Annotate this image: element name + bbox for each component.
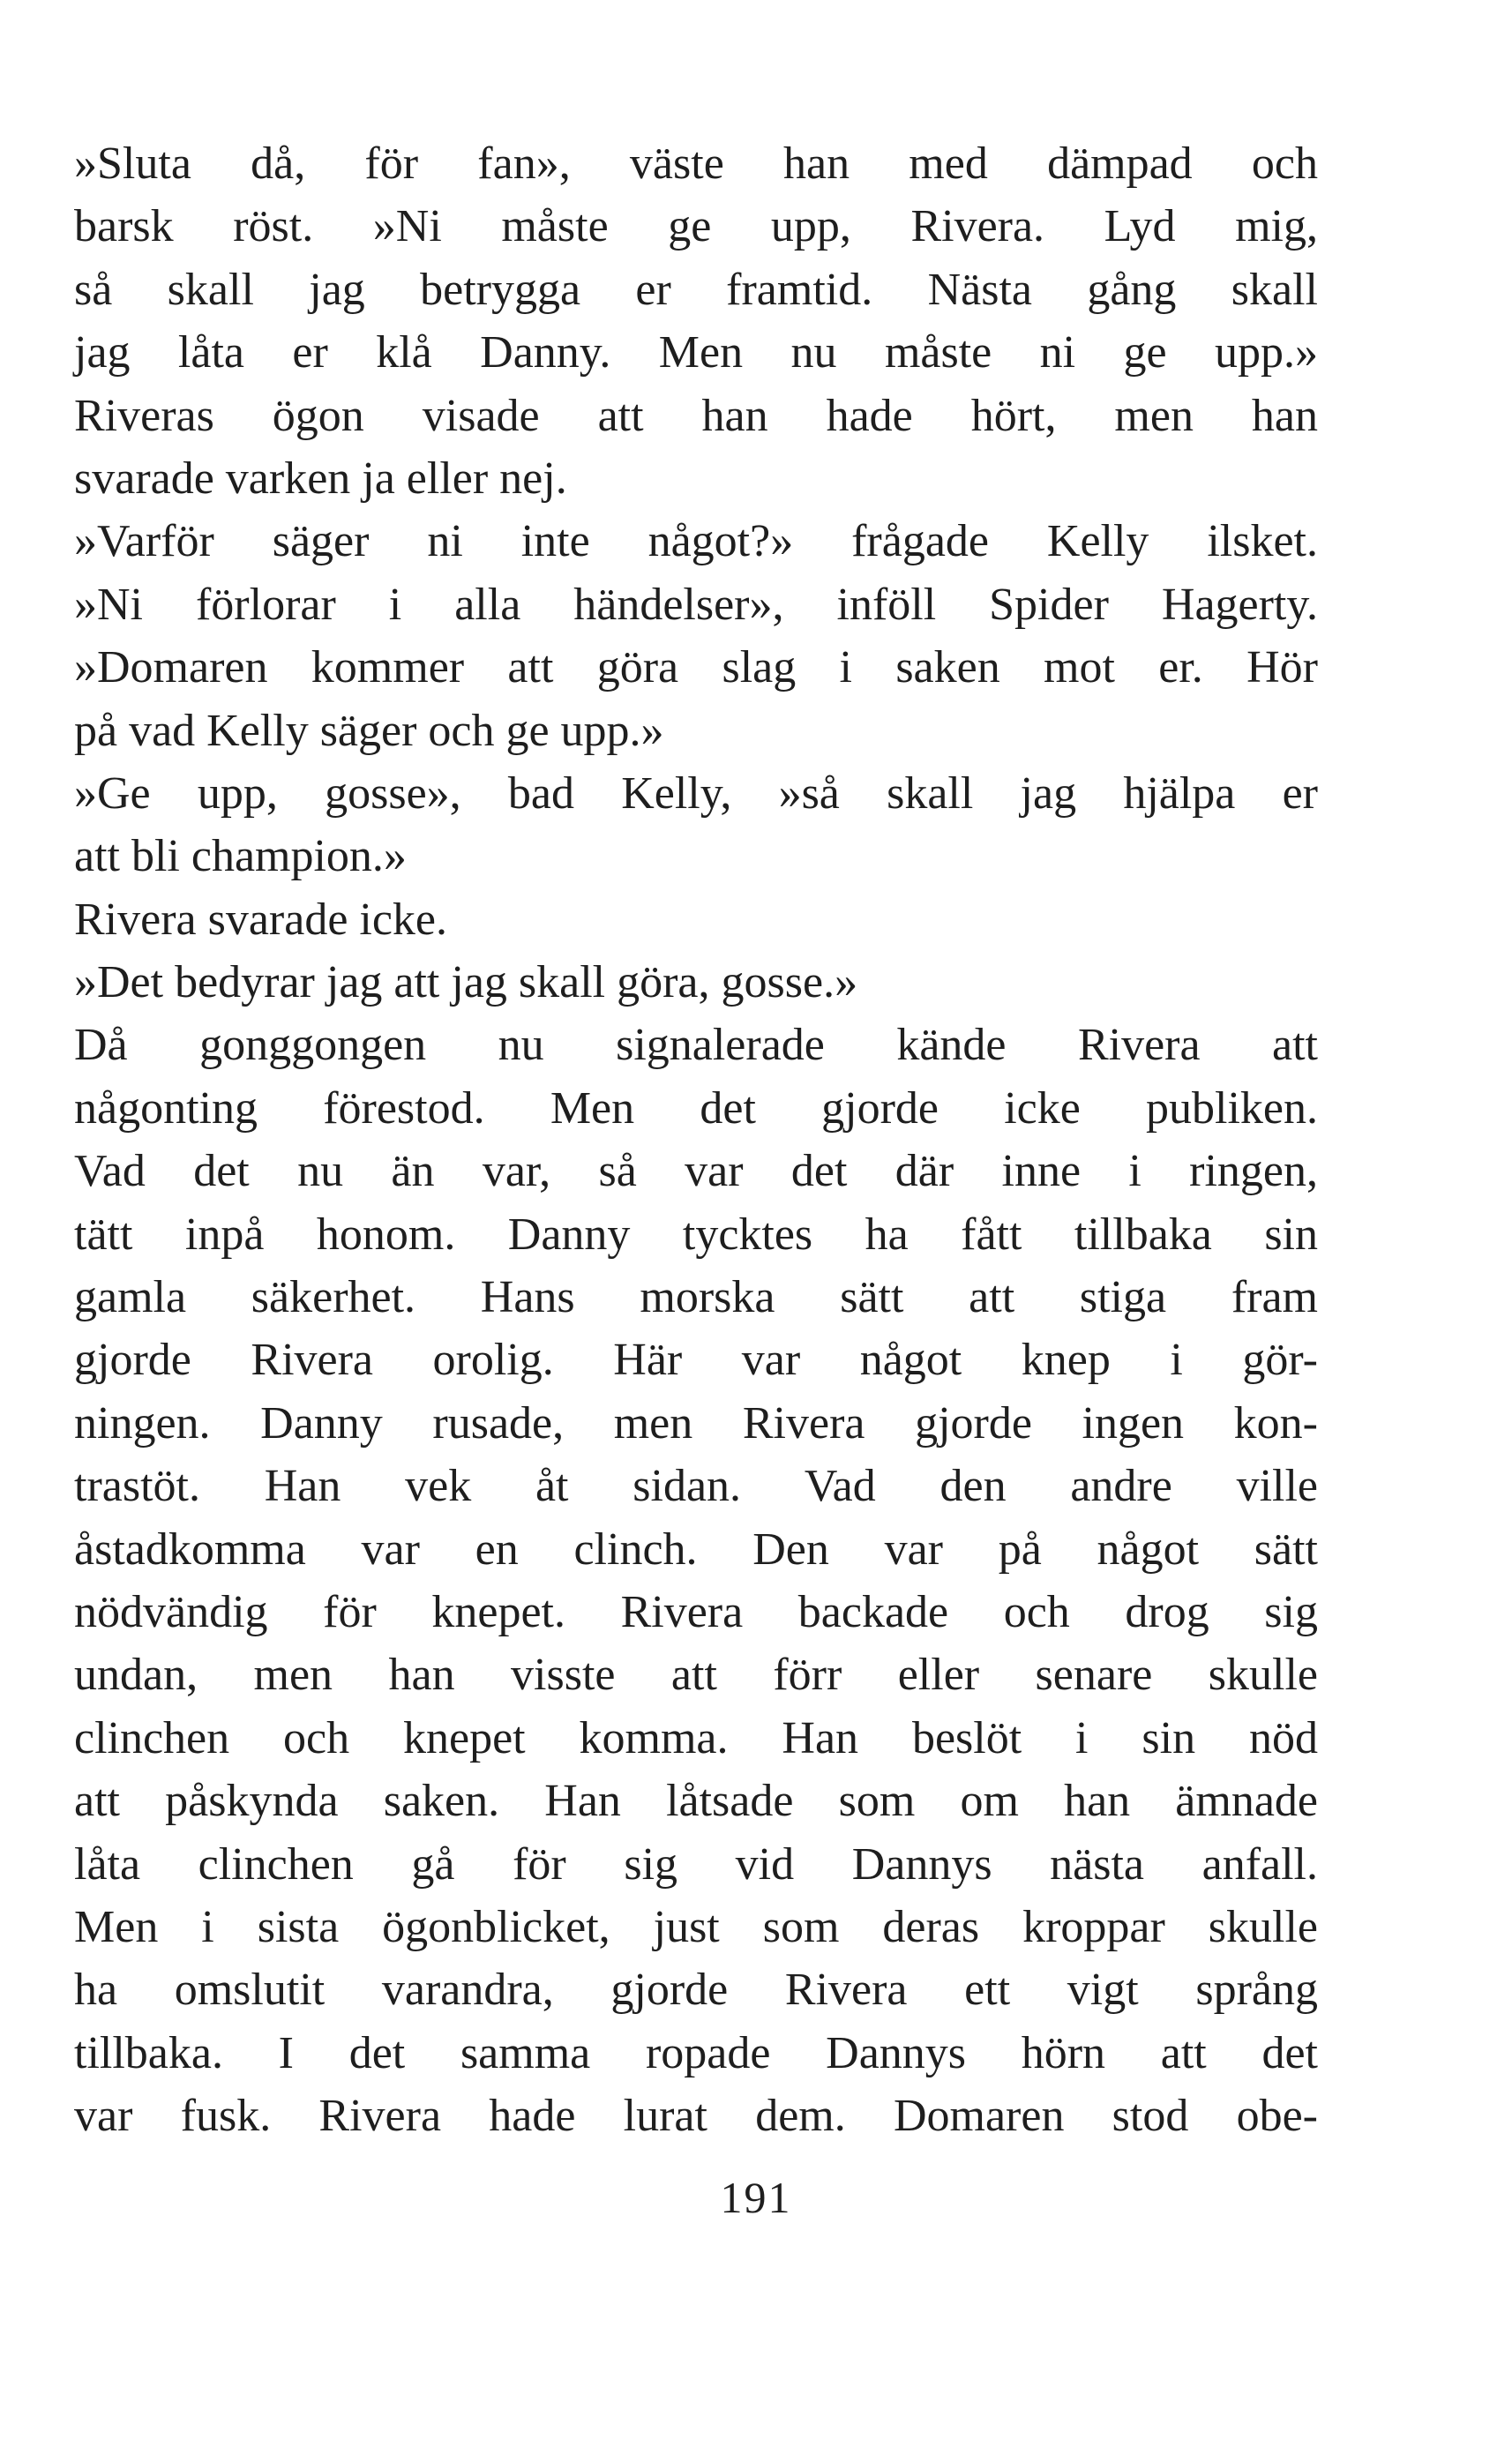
text-line: trastöt. Han vek åt sidan. Vad den andre ville bbox=[74, 1461, 1318, 1512]
text-line: ningen. Danny rusade, men Rivera gjorde ingen kon- bbox=[74, 1397, 1318, 1449]
text-line: att påskynda saken. Han låtsade som om han ämnade bbox=[74, 1776, 1318, 1827]
text-line: jag låta er klå Danny. Men nu måste ni ge upp.» bbox=[74, 327, 1318, 378]
text-line: clinchen och knepet komma. Han beslöt i sin nöd bbox=[74, 1712, 1318, 1763]
page-number: 191 bbox=[720, 2173, 792, 2222]
text-line: »Sluta då, för fan», väste han med dämpad och bbox=[74, 138, 1318, 189]
text-line: »Domaren kommer att göra slag i saken mot er. Hör bbox=[74, 642, 1318, 693]
text-line: Riveras ögon visade att han hade hört, men han bbox=[74, 390, 1318, 441]
text-line: att bli champion.» bbox=[74, 831, 407, 882]
text-line: på vad Kelly säger och ge upp.» bbox=[74, 705, 664, 756]
text-line: svarade varken ja eller nej. bbox=[74, 453, 567, 504]
text-line: tätt inpå honom. Danny tycktes ha fått tillbaka sin bbox=[74, 1209, 1318, 1260]
text-line: någonting förestod. Men det gjorde icke publiken. bbox=[74, 1082, 1318, 1134]
text-line: nödvändig för knepet. Rivera backade och drog sig bbox=[74, 1586, 1318, 1637]
text-line: »Ni förlorar i alla händelser», inföll Spider Hagerty. bbox=[74, 579, 1318, 630]
text-line: Vad det nu än var, så var det där inne i ringen, bbox=[74, 1146, 1318, 1197]
text-line: »Det bedyrar jag att jag skall göra, gosse.» bbox=[74, 957, 858, 1008]
text-line: undan, men han visste att förr eller senare skulle bbox=[74, 1650, 1318, 1701]
text-line: så skall jag betrygga er framtid. Nästa gång skall bbox=[74, 264, 1318, 315]
text-line: var fusk. Rivera hade lurat dem. Domaren stod obe- bbox=[74, 2091, 1318, 2142]
text-line: gjorde Rivera orolig. Här var något knep i gör- bbox=[74, 1335, 1318, 1386]
body-text bbox=[74, 132, 1318, 2148]
text-line: låta clinchen gå för sig vid Dannys nästa anfall. bbox=[74, 1838, 1318, 1890]
text-line: tillbaka. I det samma ropade Dannys hörn att det bbox=[74, 2027, 1318, 2078]
text-line: gamla säkerhet. Hans morska sätt att stiga fram bbox=[74, 1272, 1318, 1323]
text-line: Rivera svarade icke. bbox=[74, 894, 448, 945]
text-line: barsk röst. »Ni måste ge upp, Rivera. Lyd mig, bbox=[74, 201, 1318, 252]
text-line: »Varför säger ni inte något?» frågade Kelly ilsket. bbox=[74, 516, 1318, 567]
text-line: åstadkomma var en clinch. Den var på något sätt bbox=[74, 1523, 1318, 1575]
text-line: Men i sista ögonblicket, just som deras kroppar skulle bbox=[74, 1901, 1318, 1952]
text-line: ha omslutit varandra, gjorde Rivera ett vigt språng bbox=[74, 1965, 1318, 2016]
text-line: »Ge upp, gosse», bad Kelly, »så skall jag hjälpa er bbox=[74, 767, 1318, 819]
text-line: Då gonggongen nu signalerade kände Rivera att bbox=[74, 1020, 1318, 1071]
